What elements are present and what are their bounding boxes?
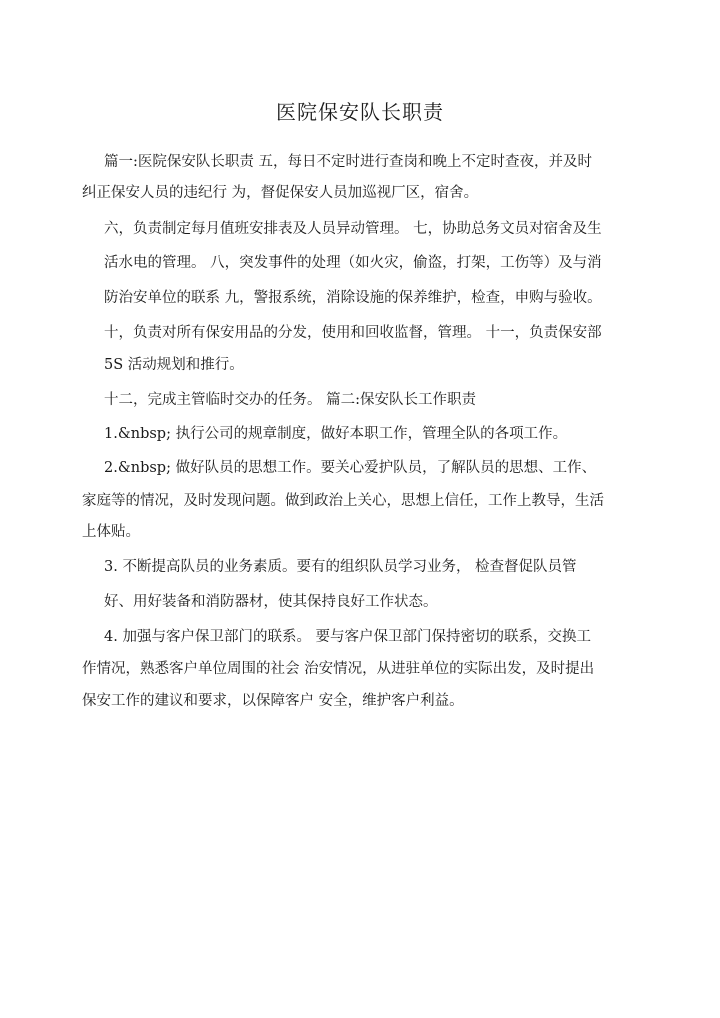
text-line: 作情况，熟悉客户单位周围的社会 治安情况，从进驻单位的实际出发，及时提出 xyxy=(82,661,595,677)
text-line: 活水电的管理。 八，突发事件的处理（如火灾，偷盗，打架，工伤等）及与消 xyxy=(104,255,602,271)
text-line: 十二，完成主管临时交办的任务。 篇二:保安队长工作职责 xyxy=(104,392,476,408)
text-line: 2.&nbsp; 做好队员的思想工作。要关心爱护队员，了解队员的思想、工作、 xyxy=(104,460,597,476)
page-title: 医院保安队长职责 xyxy=(276,100,444,124)
text-line: 篇一:医院保安队长职责 五，每日不定时进行查岗和晚上不定时查夜，并及时 xyxy=(104,154,592,170)
text-line: 5S 活动规划和推行。 xyxy=(104,357,244,373)
text-line: 家庭等的情况，及时发现问题。做到政治上关心，思想上信任，工作上教导，生活 xyxy=(82,493,604,509)
text-line: 纠正保安人员的违纪行 为，督促保安人员加巡视厂区，宿舍。 xyxy=(82,185,479,201)
text-line: 十，负责对所有保安用品的分发，使用和回收监督，管理。 十一，负责保安部 xyxy=(104,325,602,341)
text-line: 六，负责制定每月值班安排表及人员异动管理。 七，协助总务文员对宿舍及生 xyxy=(104,221,602,237)
text-line: 3. 不断提高队员的业务素质。要有的组织队员学习业务， 检查督促队员管 xyxy=(104,559,577,575)
text-line: 1.&nbsp; 执行公司的规章制度，做好本职工作，管理全队的各项工作。 xyxy=(104,426,568,442)
text-line: 4. 加强与客户保卫部门的联系。 要与客户保卫部门保持密切的联系，交换工 xyxy=(104,629,592,645)
text-line: 好、用好装备和消防器材，使其保持良好工作状态。 xyxy=(104,594,438,610)
text-line: 保安工作的建议和要求，以保障客户 安全，维护客户利益。 xyxy=(82,693,464,709)
text-line: 防治安单位的联系 九，警报系统，消除设施的保养维护，检查，申购与验收。 xyxy=(104,290,602,306)
text-line: 上体贴。 xyxy=(82,524,140,540)
